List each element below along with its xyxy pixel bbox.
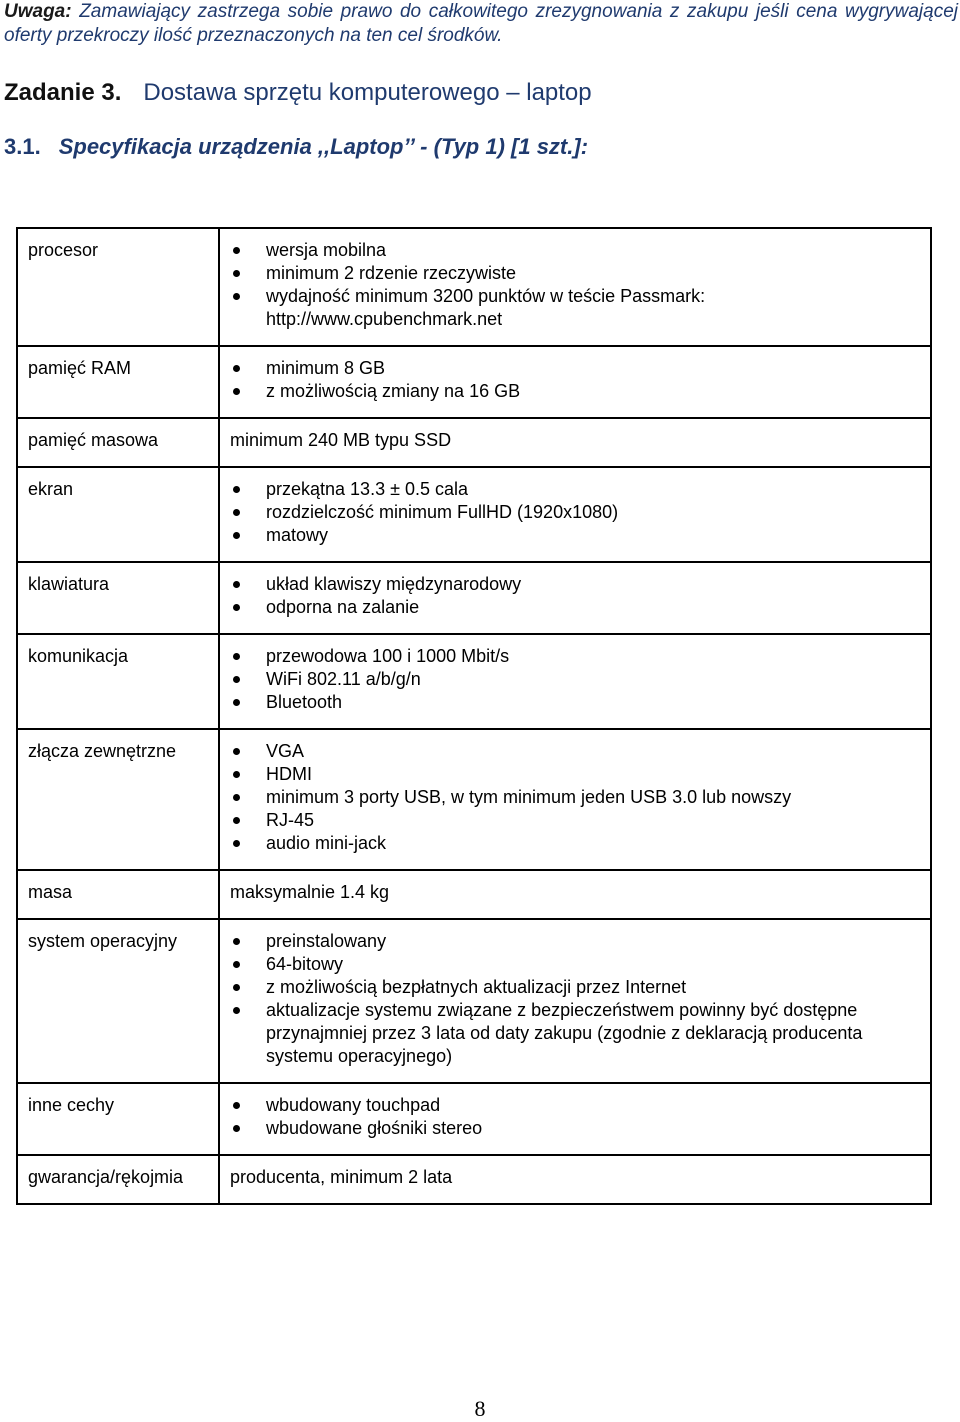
row-value: producenta, minimum 2 lata — [219, 1155, 931, 1204]
list-item: układ klawiszy międzynarodowy — [266, 573, 922, 596]
list-item: z możliwością zmiany na 16 GB — [266, 380, 922, 403]
row-label: komunikacja — [17, 634, 219, 729]
task-heading — [4, 78, 592, 108]
table-row — [17, 1155, 931, 1204]
row-value: maksymalnie 1.4 kg — [219, 870, 931, 919]
page-number: 8 — [474, 1396, 486, 1421]
table-row — [17, 1083, 931, 1155]
bullet-list — [230, 357, 922, 403]
table-row — [17, 919, 931, 1083]
row-label: złącza zewnętrzne — [17, 729, 219, 870]
row-value — [219, 1083, 931, 1155]
spec-title: Specyfikacja urządzenia ,,Laptop’’ - (Typ 1) [1 szt.]: — [58, 134, 589, 159]
row-value — [219, 228, 931, 346]
list-item: przekątna 13.3 ± 0.5 cala — [266, 478, 922, 501]
list-item: aktualizacje systemu związane z bezpieczeństwem powinny być dostępne przynajmniej przez 3 lata od daty zakupu (zgodnie z deklaracją producenta systemu operacyjnego) — [266, 999, 922, 1068]
list-item: 64-bitowy — [266, 953, 922, 976]
list-item: minimum 2 rdzenie rzeczywiste — [266, 262, 922, 285]
row-label: pamięć RAM — [17, 346, 219, 418]
list-item: wersja mobilna — [266, 239, 922, 262]
task-title: Dostawa sprzętu komputerowego – laptop — [143, 79, 592, 106]
row-value — [219, 346, 931, 418]
table-row — [17, 562, 931, 634]
list-item: z możliwością bezpłatnych aktualizacji przez Internet — [266, 976, 922, 999]
row-value — [219, 634, 931, 729]
row-label: inne cechy — [17, 1083, 219, 1155]
table-row — [17, 228, 931, 346]
table-row — [17, 870, 931, 919]
row-label: procesor — [17, 228, 219, 346]
row-label: pamięć masowa — [17, 418, 219, 467]
bullet-list — [230, 239, 922, 331]
list-item: RJ-45 — [266, 809, 922, 832]
spec-heading — [4, 132, 588, 162]
list-item: WiFi 802.11 a/b/g/n — [266, 668, 922, 691]
row-label: klawiatura — [17, 562, 219, 634]
bullet-list — [230, 645, 922, 714]
row-label: system operacyjny — [17, 919, 219, 1083]
row-value — [219, 729, 931, 870]
row-label: masa — [17, 870, 219, 919]
table-row — [17, 418, 931, 467]
list-item: preinstalowany — [266, 930, 922, 953]
table-row — [17, 346, 931, 418]
spec-table — [16, 227, 932, 1205]
bullet-list — [230, 930, 922, 1068]
notice-paragraph — [4, 0, 958, 48]
spec-table-body — [17, 228, 931, 1204]
list-item: przewodowa 100 i 1000 Mbit/s — [266, 645, 922, 668]
row-value — [219, 467, 931, 562]
bullet-list — [230, 1094, 922, 1140]
list-item: VGA — [266, 740, 922, 763]
list-item: Bluetooth — [266, 691, 922, 714]
list-item: minimum 8 GB — [266, 357, 922, 380]
notice-text: Zamawiający zastrzega sobie prawo do całkowitego zrezygnowania z zakupu jeśli cena wygrywającej oferty przekroczy ilość przeznaczonych na ten cel środków. — [4, 1, 958, 46]
list-item: odporna na zalanie — [266, 596, 922, 619]
list-item: minimum 3 porty USB, w tym minimum jeden USB 3.0 lub nowszy — [266, 786, 922, 809]
row-value — [219, 562, 931, 634]
spec-number: 3.1. — [4, 134, 41, 159]
table-row — [17, 729, 931, 870]
table-row — [17, 467, 931, 562]
list-item: matowy — [266, 524, 922, 547]
list-item: rozdzielczość minimum FullHD (1920x1080) — [266, 501, 922, 524]
bullet-list — [230, 740, 922, 855]
list-item: wydajność minimum 3200 punktów w teście Passmark: http://www.cpubenchmark.net — [266, 285, 922, 331]
bullet-list — [230, 478, 922, 547]
table-row — [17, 634, 931, 729]
task-number: Zadanie 3. — [4, 79, 122, 106]
bullet-list — [230, 573, 922, 619]
row-label: ekran — [17, 467, 219, 562]
row-value: minimum 240 MB typu SSD — [219, 418, 931, 467]
list-item: wbudowany touchpad — [266, 1094, 922, 1117]
row-label: gwarancja/rękojmia — [17, 1155, 219, 1204]
list-item: HDMI — [266, 763, 922, 786]
list-item: wbudowane głośniki stereo — [266, 1117, 922, 1140]
list-item: audio mini-jack — [266, 832, 922, 855]
row-value — [219, 919, 931, 1083]
notice-lead: Uwaga: — [4, 1, 72, 22]
